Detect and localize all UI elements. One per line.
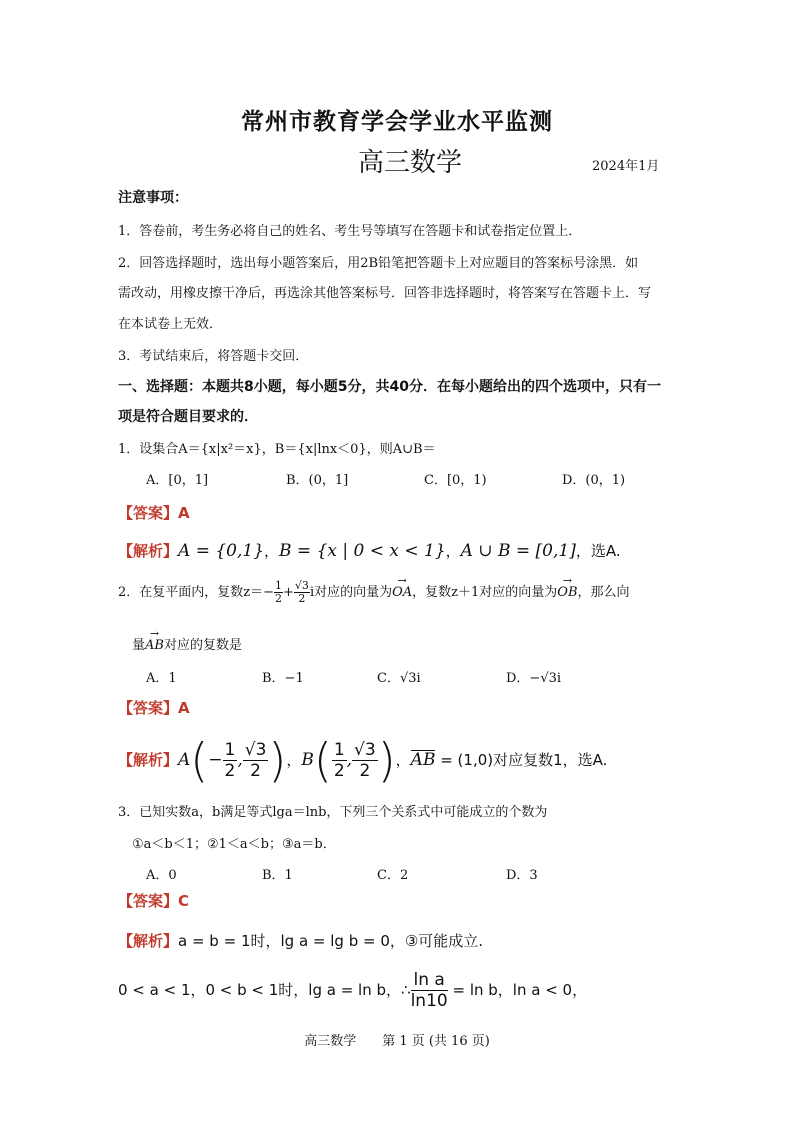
ana-frac-4 [352, 740, 378, 781]
page-footer: 高三数学 第 1 页 (共 16 页) [304, 1034, 490, 1049]
frac-den: 2 [275, 592, 283, 605]
frac-num: 1 [224, 740, 236, 760]
q1-answer [118, 502, 190, 523]
frac-den: 2 [298, 592, 306, 605]
q3-option-a: A．0 [146, 868, 177, 883]
vector-ab-bar: AB [410, 750, 436, 770]
analysis-text-b: = ln b，ln a < 0， [447, 981, 588, 999]
q2-fraction-1 [274, 580, 283, 605]
q2-option-a: A．1 [146, 671, 177, 686]
frac-den: 2 [250, 761, 261, 781]
comma: , [237, 750, 243, 770]
analysis-conclusion: ，选A. [575, 542, 621, 560]
q1-option-a: A．[0，1] [146, 473, 209, 488]
answer-label: 【答案】 [118, 504, 179, 522]
point-b: B [301, 750, 314, 770]
q1-option-d: D．(0，1) [562, 473, 626, 488]
exam-title: 常州市教育学会学业水平监测 [241, 109, 553, 135]
exam-subject: 高三数学 [358, 148, 463, 178]
q1-option-c: C．[0，1) [424, 473, 487, 488]
q1-option-b: B．(0，1] [286, 473, 349, 488]
point-a: A [178, 750, 191, 770]
q2-stem-part-a: 2．在复平面内，复数z＝− [118, 585, 275, 600]
vector-oa: → OA [392, 585, 412, 600]
comma: , [346, 750, 353, 770]
q2-stem-part-d: ，那么向 [577, 585, 630, 600]
answer-value: A [178, 504, 190, 522]
q3-option-c: C．2 [377, 868, 409, 883]
q3-analysis-line1 [118, 930, 483, 951]
analysis-label: 【解析】 [118, 542, 179, 560]
ana-frac-1 [223, 740, 238, 781]
analysis-set-b: B = {x | 0 < x < 1} [279, 541, 446, 561]
answer-label: 【答案】 [118, 892, 179, 910]
q2-answer [118, 697, 190, 718]
exam-date: 2024年1月 [592, 159, 660, 174]
q2-fraction-2 [294, 580, 310, 605]
answer-value: A [178, 699, 190, 717]
q1-stem: 1．设集合A＝{x|x²＝x}，B＝{x|lnx＜0}，则A∪B＝ [118, 442, 436, 457]
analysis-conclusion: ，选A. [562, 751, 608, 769]
q2-stem-line2-b: 对应的复数是 [163, 638, 242, 653]
q2-stem-part-b: i对应的向量为 [309, 585, 393, 600]
analysis-set-a: A = {0,1} [178, 541, 265, 561]
analysis-text-a: 0 < a < 1，0 < b < 1时，lg a = ln b，∴ [118, 981, 411, 999]
q1-analysis: 【解析】A = {0,1}，B = {x | 0 < x < 1}，A ∪ B = [0,1]，选A. [118, 541, 621, 561]
notice-item-1: 1．答卷前，考生务必将自己的姓名、考生号等填写在答题卡和试卷指定位置上． [118, 224, 582, 239]
analysis-equation: = (1,0)对应复数1 [435, 751, 563, 769]
analysis-label: 【解析】 [118, 751, 179, 769]
q2-option-c: C．√3i [377, 671, 421, 686]
analysis-union: A ∪ B = [0,1] [460, 541, 576, 561]
notice-heading: 注意事项： [118, 190, 188, 206]
notice-item-3: 3．考试结束后，将答题卡交回． [118, 349, 309, 364]
frac-num: √3 [244, 740, 267, 760]
q3-relations: ①a＜b＜1；②1＜a＜b；③a＝b． [132, 837, 336, 852]
plus-sign: + [283, 585, 294, 600]
q3-option-d: D．3 [506, 868, 538, 883]
frac-den: 2 [224, 761, 236, 781]
frac-num: 1 [333, 740, 345, 760]
ana-frac-3 [332, 740, 347, 781]
q3-stem: 3．已知实数a，b满足等式lga＝lnb，下列三个关系式中可能成立的个数为 [118, 805, 548, 820]
ln-fraction [411, 970, 448, 1011]
analysis-text: a = b = 1时，lg a = lg b = 0，③可能成立. [178, 932, 484, 950]
frac-den: ln10 [410, 991, 448, 1011]
section-heading-line2: 项是符合题目要求的． [118, 409, 258, 425]
q2-stem-part-c: ，复数z＋1对应的向量为 [412, 585, 558, 600]
ana-frac-2 [243, 740, 269, 781]
frac-num: ln a [411, 970, 448, 991]
q2-analysis: 【解析】A(− $\frac{1}{2}$ , $\frac{√3}{2}$ )，B( $\frac{1}{2}$ , $\frac{√3}{2}$ )，AB = (1,0)对应复数1，选A. [118, 733, 608, 788]
q3-option-b: B．1 [262, 868, 293, 883]
notice-item-2-line1: 2．回答选择题时，选出每小题答案后，用2B铅笔把答题卡上对应题目的答案标号涂黑．如 [118, 256, 639, 271]
q2-option-d: D．−√3i [506, 671, 562, 686]
frac-den: 2 [359, 761, 371, 781]
q2-stem-line2-a: 量 [132, 638, 146, 653]
q3-answer [118, 890, 189, 911]
vector-ab: → AB [145, 638, 164, 653]
minus-sign: − [208, 750, 223, 770]
answer-label: 【答案】 [118, 699, 179, 717]
section-heading-line1: 一、选择题：本题共8小题，每小题5分，共40分．在每小题给出的四个选项中，只有一 [118, 379, 661, 395]
q2-stem-line1 [118, 580, 630, 605]
q2-option-b: B．−1 [262, 671, 304, 686]
vector-ob: → OB [557, 585, 577, 600]
analysis-label: 【解析】 [118, 932, 179, 950]
frac-num: √3 [354, 740, 376, 760]
frac-den: 2 [333, 761, 345, 781]
notice-item-2-line2: 需改动，用橡皮擦干净后，再选涂其他答案标号．回答非选择题时，将答案写在答题卡上．写 [118, 286, 652, 301]
frac-num: √3 [294, 579, 309, 592]
q2-stem-line2 [132, 634, 242, 653]
frac-num: 1 [275, 579, 283, 592]
answer-value: C [178, 892, 190, 910]
notice-item-2-line3: 在本试卷上无效． [118, 317, 223, 332]
q3-analysis-line2 [118, 968, 587, 1012]
